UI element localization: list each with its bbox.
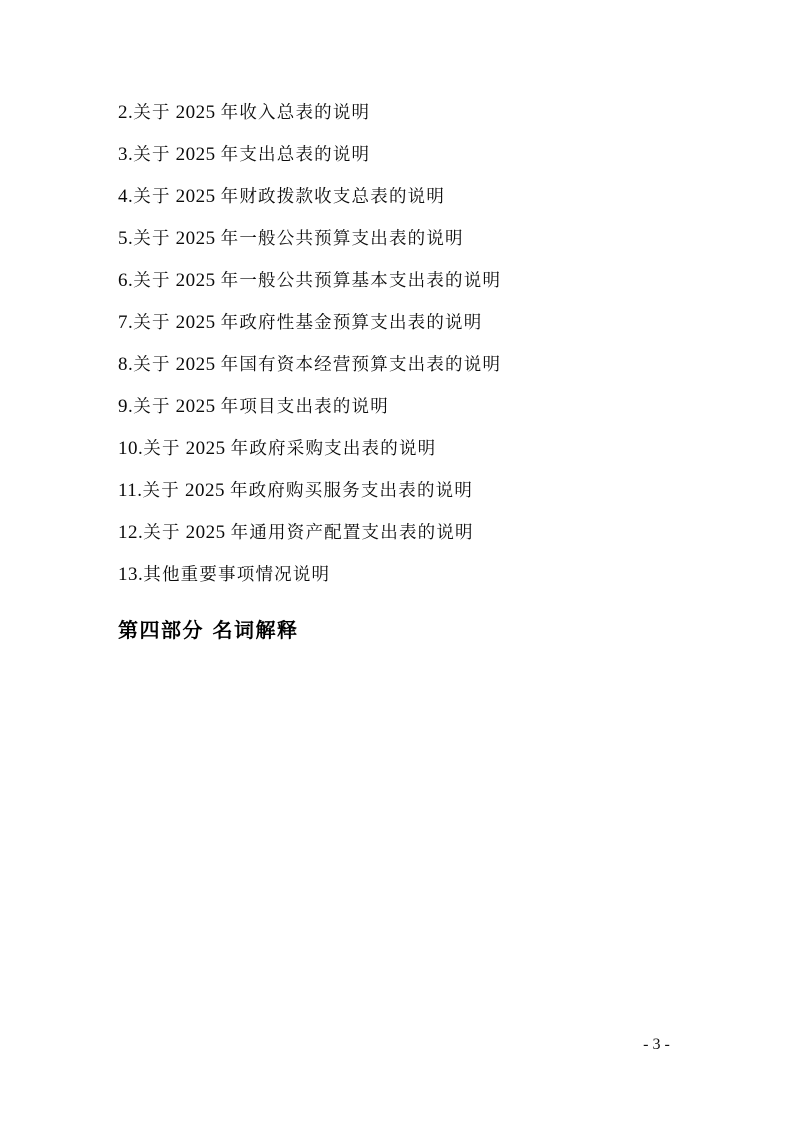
section-heading: 第四部分 名词解释 xyxy=(118,618,299,642)
page-number: - 3 - xyxy=(643,1036,670,1053)
toc-entry xyxy=(118,218,678,260)
toc-entry xyxy=(118,134,678,176)
toc-entry xyxy=(118,428,678,470)
toc-entry-suffix: 年财政拨款收支总表的说明 xyxy=(220,187,446,207)
toc-entry-year: 2025 xyxy=(175,102,216,123)
toc-entry-year: 2025 xyxy=(175,270,216,291)
toc-entry-suffix: 年项目支出表的说明 xyxy=(220,397,389,417)
toc-entry-suffix: 年国有资本经营预算支出表的说明 xyxy=(220,355,502,375)
toc-entry-year: 2025 xyxy=(185,438,226,459)
toc-entry xyxy=(118,512,678,554)
toc-entry-prefix: 关于 xyxy=(133,271,171,291)
toc-entry-prefix: 关于 xyxy=(133,103,171,123)
toc-entry-prefix: 关于 xyxy=(133,397,171,417)
toc-entry xyxy=(118,344,678,386)
table-of-contents xyxy=(118,92,678,650)
toc-entry-prefix: 关于 xyxy=(143,523,181,543)
toc-entry-number: 10. xyxy=(118,438,144,459)
toc-entry xyxy=(118,92,678,134)
toc-entry-year: 2025 xyxy=(184,480,225,501)
toc-entry-year: 2025 xyxy=(175,354,216,375)
toc-entry-number: 6. xyxy=(118,270,134,291)
toc-entry xyxy=(118,386,678,428)
toc-entry-prefix: 关于 xyxy=(133,187,171,207)
toc-entry-number: 8. xyxy=(118,354,134,375)
toc-entry-year: 2025 xyxy=(175,396,216,417)
toc-entry xyxy=(118,470,678,512)
toc-entry-suffix: 年通用资产配置支出表的说明 xyxy=(230,523,474,543)
toc-entry-prefix: 关于 xyxy=(133,229,171,249)
toc-entry xyxy=(118,554,678,596)
toc-entry-year: 2025 xyxy=(175,312,216,333)
toc-entry-number: 9. xyxy=(118,396,134,417)
toc-entry-number: 2. xyxy=(118,102,134,123)
toc-entry-suffix: 年收入总表的说明 xyxy=(220,103,371,123)
toc-entry xyxy=(118,176,678,218)
toc-entry-suffix: 年政府性基金预算支出表的说明 xyxy=(220,313,483,333)
toc-entry xyxy=(118,260,678,302)
toc-entry-suffix: 年一般公共预算基本支出表的说明 xyxy=(220,271,502,291)
toc-entry-number: 3. xyxy=(118,144,134,165)
toc-entry-suffix: 年支出总表的说明 xyxy=(220,145,371,165)
toc-entry-year: 2025 xyxy=(175,228,216,249)
toc-entry-prefix: 其他重要事项情况说明 xyxy=(143,565,331,585)
toc-entry-number: 4. xyxy=(118,186,134,207)
toc-entry-number: 7. xyxy=(118,312,134,333)
toc-entry-prefix: 关于 xyxy=(133,355,171,375)
toc-entry-number: 13. xyxy=(118,564,144,585)
toc-entry-suffix: 年政府购买服务支出表的说明 xyxy=(229,481,474,501)
toc-entry-year: 2025 xyxy=(175,144,216,165)
toc-entry-suffix: 年一般公共预算支出表的说明 xyxy=(220,229,464,249)
toc-entry-prefix: 关于 xyxy=(133,145,171,165)
toc-entry-prefix: 关于 xyxy=(142,481,180,501)
toc-entry-year xyxy=(330,564,340,585)
toc-entry-number: 12. xyxy=(118,522,144,543)
toc-entry xyxy=(118,302,678,344)
toc-entry-prefix: 关于 xyxy=(143,439,181,459)
toc-entry-year: 2025 xyxy=(175,186,216,207)
toc-entry-number: 5. xyxy=(118,228,134,249)
toc-entry-prefix: 关于 xyxy=(133,313,171,333)
toc-entry-year: 2025 xyxy=(185,522,226,543)
toc-entry-number: 11. xyxy=(118,480,143,501)
toc-entry-suffix: 年政府采购支出表的说明 xyxy=(230,439,437,459)
